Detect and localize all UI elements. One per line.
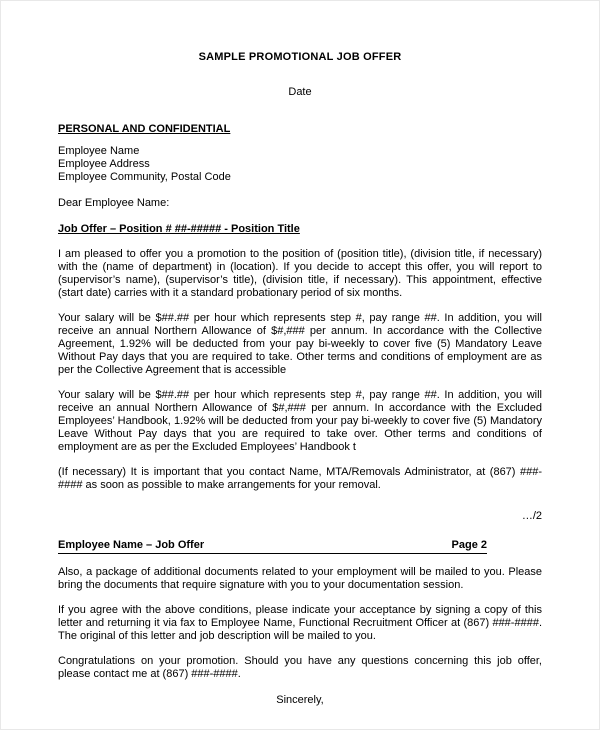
recipient-community: Employee Community, Postal Code [58,171,231,183]
page2-header-title: Employee Name – Job Offer [58,539,205,551]
body-paragraph: (If necessary) It is important that you contact Name, MTA/Removals Administrator, at (867) ###-#### as soon as possible to make arrangements for your removal. [58,466,542,491]
recipient-address: Employee Address [58,158,150,170]
confidential-heading: PERSONAL AND CONFIDENTIAL [58,123,231,135]
subject-line: Job Offer – Position # ##-##### - Position Title [58,223,300,235]
body-paragraph: I am pleased to offer you a promotion to the position of (position title), (division title, if necessary) with the (name of department) in (location). If you decide to accept this offer, you will report to (supervisor’s name), (supervisor’s title), (division title, if necessary). This appointment, effective (start date) carries with it a standard probationary period of six months. [58,248,542,299]
letter-title: SAMPLE PROMOTIONAL JOB OFFER [198,51,402,63]
page2-header-page-number: Page 2 [451,539,487,551]
page2-header [58,539,487,554]
date-line: Date [288,86,312,98]
salutation: Dear Employee Name: [58,197,170,209]
closing: Sincerely, [276,694,324,706]
recipient-name: Employee Name [58,145,140,157]
body-paragraph: Congratulations on your promotion. Should you have any questions concerning this job offer, please contact me at (867) ###-####. [58,655,542,680]
body-paragraph: If you agree with the above conditions, please indicate your acceptance by signing a copy of this letter and returning it via fax to Employee Name, Functional Recruitment Officer at (867) ###-####. The original of this letter and job description will be mailed to you. [58,604,542,642]
body-paragraph: Your salary will be $##.## per hour which represents step #, pay range ##. In addition, you will receive an annual Northern Allowance of $#,### per annum. In accordance with the Collective Agreement, 1.92% will be deducted from your pay bi-weekly to cover five (5) Mandatory Leave Without Pay days that you are required to take. Other terms and conditions of employment are as per the Collective Agreement that is accessible [58,312,542,376]
page-continuation-marker: …/2 [521,510,542,522]
body-paragraph: Your salary will be $##.## per hour which represents step #, pay range ##. In addition, you will receive an annual Northern Allowance of $#,### per annum. In accordance with the Excluded Employees’ Handbook, 1.92% will be deducted from your pay bi-weekly to cover five (5) Mandatory Leave Without Pay days that you are required to take over. Other terms and conditions of employment are as per the Excluded Employees’ Handbook t [58,389,542,453]
body-paragraph: Also, a package of additional documents related to your employment will be mailed to you. Please bring the documents that require signature with you to your documentation session. [58,566,542,591]
